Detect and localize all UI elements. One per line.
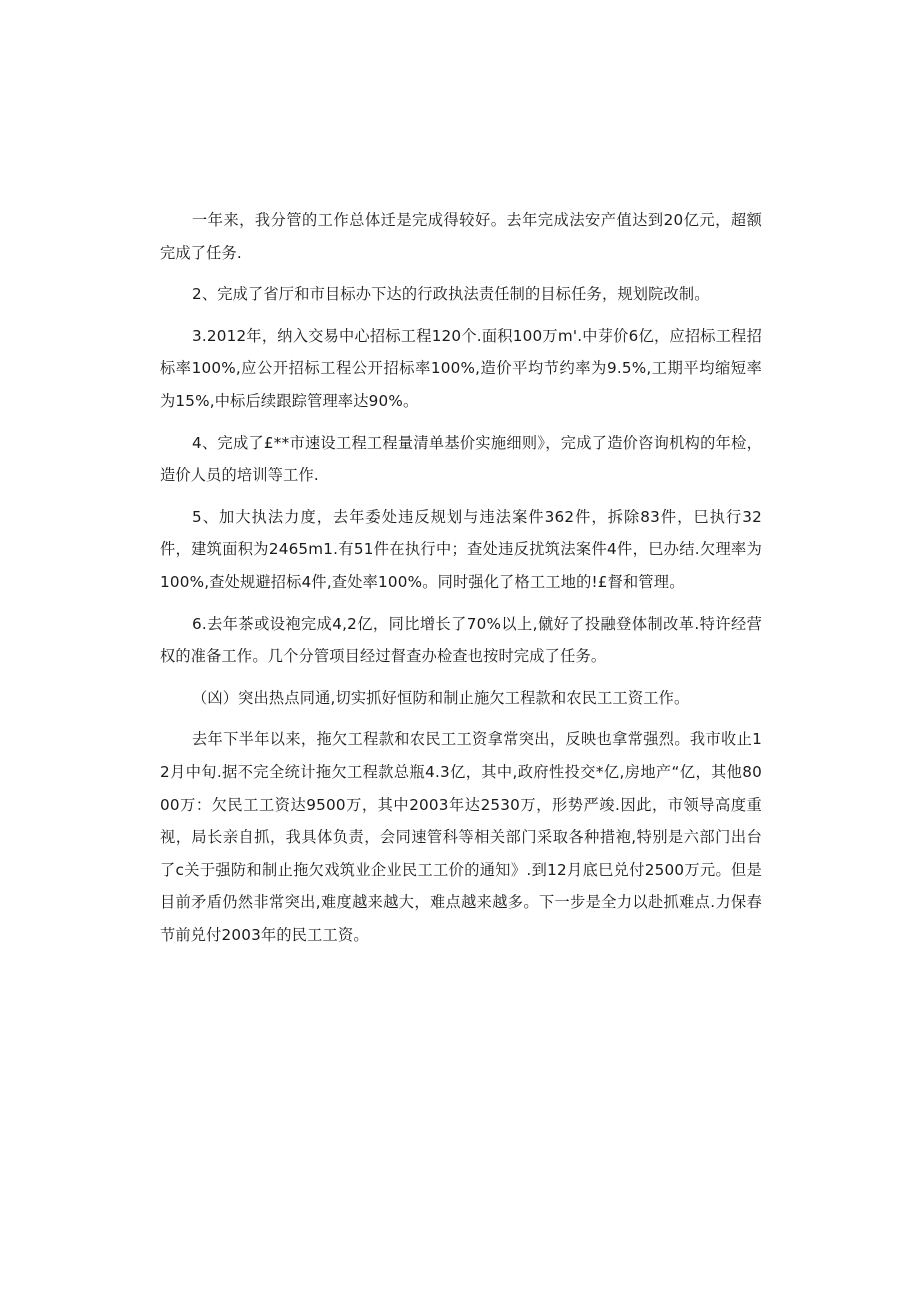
paragraph-3: 3.2012年，纳入交易中心招标工程120个.面积100万m'.中芽价6亿，应招标工程招标率100%,应公开招标工程公开招标率100%,造价平均节约率为9.5%,工期平均缩短率为15%,中标后续跟踪管理率达90%。 [160, 326, 762, 410]
paragraph-4: 4、完成了£**市速设工程工程量清单基价实施细则》，完成了造价咨询机构的年检，造价人员的培训等工作. [160, 433, 762, 485]
paragraph-2: 2、完成了省厅和市目标办下达的行政执法责任制的目标任务，规划院改制。 [192, 285, 710, 304]
paragraph-7: 去年下半年以来，拖欠工程款和农民工工资拿常突出，反映也拿常强烈。我市收止12月中旬.据不完全统计拖欠工程款总瓶4.3亿，其中,政府性投交*亿,房地产“亿，其他8000万：欠民工工资达9500万，其中2003年达2530万，形势严竣.因此，市领导高度重视，局长亲自抓，我具体负责，会同速管科等相关部门采取各种措袍,特别是六部门出台了c关于强防和制止拖欠戏筑业企业民工工价的通知》.到12月底巳兑付2500万元。但是目前矛盾仍然非常突出,难度越来越大，难点越来越多。下一步是全力以赴抓难点.力保春节前兑付2003年的民工工资。 [160, 730, 762, 944]
document-body [160, 204, 762, 960]
paragraph-6: 6.去年茶或设袍完成4,2亿，同比增长了70%以上,僦好了投融登体制改革.特许经营权的准备工作。几个分管项目经过督查办检查也按时完成了任务。 [160, 614, 762, 666]
paragraph-5: 5、加大执法力度，去年委处违反规划与违法案件362件，拆除83件，巳执行32件，建筑面积为2465m1.有51件在执行中；查处违反扰筑法案件4件，巳办结.欠理率为100%,查处规避招标4件,查处率100%。同时强化了格工工地的!£督和管理。 [160, 507, 762, 591]
paragraph-1: 一年来，我分管的工作总体迁是完成得较好。去年完成法安产值达到20亿元，超额完成了任务. [160, 211, 762, 262]
section-heading: （凶）突出热点同通,切实抓好恒防和制止施欠工程款和农民工工资工作。 [192, 688, 690, 707]
